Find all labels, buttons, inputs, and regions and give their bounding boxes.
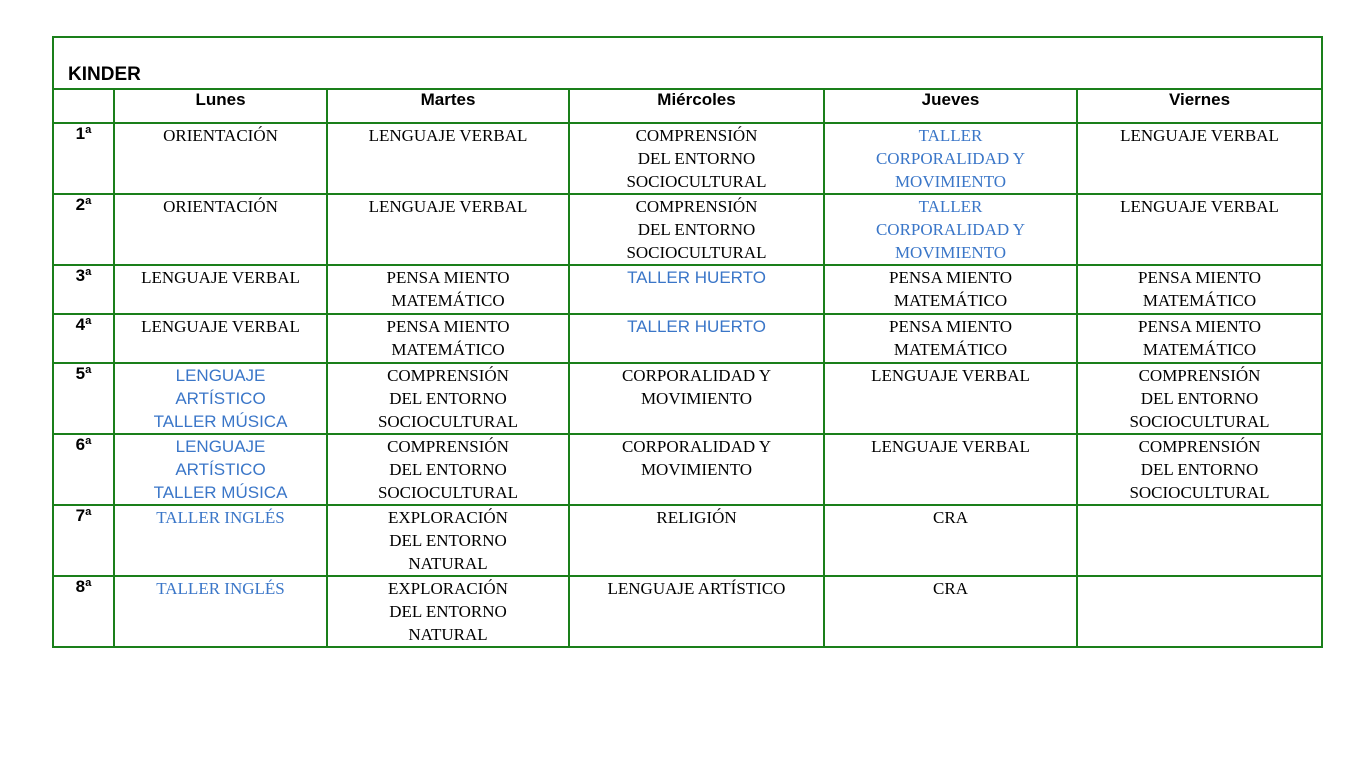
- schedule-cell: TALLER CORPORALIDAD Y MOVIMIENTO: [824, 123, 1077, 194]
- period-number: 1ª: [53, 123, 114, 194]
- schedule-cell: LENGUAJE VERBAL: [327, 194, 569, 265]
- period-number: 4ª: [53, 314, 114, 363]
- period-number: 7ª: [53, 505, 114, 576]
- schedule-cell: LENGUAJE ARTÍSTICO TALLER MÚSICA: [114, 363, 327, 434]
- schedule-cell: COMPRENSIÓN DEL ENTORNO SOCIOCULTURAL: [327, 434, 569, 505]
- schedule-cell: TALLER HUERTO: [569, 314, 824, 363]
- period-number: 3ª: [53, 265, 114, 314]
- schedule-cell: COMPRENSIÓN DEL ENTORNO SOCIOCULTURAL: [1077, 434, 1322, 505]
- schedule-cell: PENSA MIENTO MATEMÁTICO: [824, 265, 1077, 314]
- table-row: [53, 505, 1322, 576]
- schedule-sheet: [52, 36, 1321, 648]
- table-row: [53, 576, 1322, 647]
- schedule-cell: LENGUAJE ARTÍSTICO: [569, 576, 824, 647]
- schedule-cell: COMPRENSIÓN DEL ENTORNO SOCIOCULTURAL: [1077, 363, 1322, 434]
- schedule-cell: LENGUAJE VERBAL: [824, 434, 1077, 505]
- table-row: [53, 314, 1322, 363]
- schedule-cell: PENSA MIENTO MATEMÁTICO: [1077, 314, 1322, 363]
- table-row: [53, 265, 1322, 314]
- header-day-jueves: Jueves: [824, 89, 1077, 123]
- header-day-miercoles: Miércoles: [569, 89, 824, 123]
- schedule-cell: CRA: [824, 505, 1077, 576]
- period-number: 6ª: [53, 434, 114, 505]
- table-row: [53, 194, 1322, 265]
- header-day-viernes: Viernes: [1077, 89, 1322, 123]
- schedule-cell: RELIGIÓN: [569, 505, 824, 576]
- schedule-cell: COMPRENSIÓN DEL ENTORNO SOCIOCULTURAL: [327, 363, 569, 434]
- schedule-cell: TALLER INGLÉS: [114, 576, 327, 647]
- schedule-cell: LENGUAJE VERBAL: [114, 265, 327, 314]
- table-row: [53, 434, 1322, 505]
- header-row: [53, 89, 1322, 123]
- schedule-cell: EXPLORACIÓN DEL ENTORNO NATURAL: [327, 576, 569, 647]
- header-day-lunes: Lunes: [114, 89, 327, 123]
- schedule-cell: LENGUAJE VERBAL: [327, 123, 569, 194]
- schedule-cell: PENSA MIENTO MATEMÁTICO: [824, 314, 1077, 363]
- period-number: 5ª: [53, 363, 114, 434]
- schedule-cell: [1077, 505, 1322, 576]
- header-period-corner: [53, 89, 114, 123]
- schedule-cell: CORPORALIDAD Y MOVIMIENTO: [569, 434, 824, 505]
- header-day-martes: Martes: [327, 89, 569, 123]
- table-title: KINDER: [53, 37, 1322, 89]
- schedule-cell: PENSA MIENTO MATEMÁTICO: [327, 314, 569, 363]
- schedule-cell: TALLER HUERTO: [569, 265, 824, 314]
- schedule-cell: COMPRENSIÓN DEL ENTORNO SOCIOCULTURAL: [569, 194, 824, 265]
- schedule-cell: LENGUAJE VERBAL: [824, 363, 1077, 434]
- schedule-cell: LENGUAJE VERBAL: [1077, 123, 1322, 194]
- schedule-cell: [1077, 576, 1322, 647]
- schedule-cell: LENGUAJE VERBAL: [1077, 194, 1322, 265]
- schedule-cell: PENSA MIENTO MATEMÁTICO: [327, 265, 569, 314]
- schedule-cell: PENSA MIENTO MATEMÁTICO: [1077, 265, 1322, 314]
- table-row: [53, 363, 1322, 434]
- schedule-cell: LENGUAJE VERBAL: [114, 314, 327, 363]
- table-row: [53, 123, 1322, 194]
- period-number: 2ª: [53, 194, 114, 265]
- schedule-cell: TALLER INGLÉS: [114, 505, 327, 576]
- period-number: 8ª: [53, 576, 114, 647]
- schedule-table: [52, 36, 1323, 648]
- schedule-cell: EXPLORACIÓN DEL ENTORNO NATURAL: [327, 505, 569, 576]
- schedule-cell: LENGUAJE ARTÍSTICO TALLER MÚSICA: [114, 434, 327, 505]
- schedule-cell: ORIENTACIÓN: [114, 194, 327, 265]
- schedule-cell: TALLER CORPORALIDAD Y MOVIMIENTO: [824, 194, 1077, 265]
- schedule-cell: COMPRENSIÓN DEL ENTORNO SOCIOCULTURAL: [569, 123, 824, 194]
- schedule-cell: CRA: [824, 576, 1077, 647]
- schedule-cell: ORIENTACIÓN: [114, 123, 327, 194]
- schedule-cell: CORPORALIDAD Y MOVIMIENTO: [569, 363, 824, 434]
